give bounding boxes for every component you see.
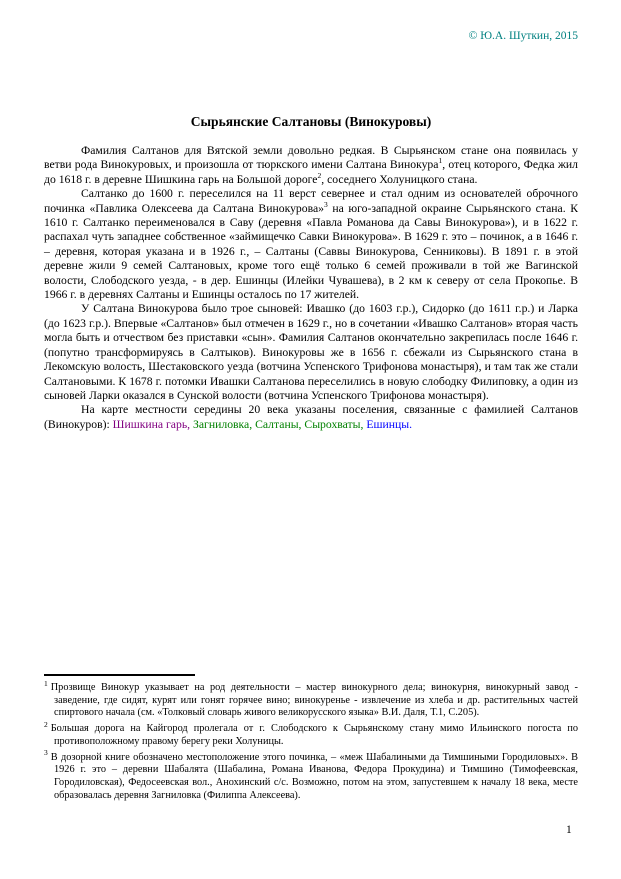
place-name-shishkina-gar: Шишкина гарь, [112, 417, 191, 431]
place-name-zagnilovka: Загниловка, [190, 417, 253, 431]
paragraph-saltanko-history [44, 187, 578, 302]
footnote-3-marker: 3 [44, 748, 48, 758]
footnotes-section [44, 674, 578, 805]
footnote-ref-2: 2 [317, 170, 322, 180]
footnote-separator [44, 674, 195, 676]
text-segment: на юго-западной окраине Сырьянского стана. К 1610 г. Салтанко переименовался в Саву (деревня «Павла Романова да Савы Винокурова»), и в 1622 г. распахал чуть западнее собственное «займищечко Савки Винокурова». В 1629 г. это – починок, а в 1646 г. – деревня, которая указана и в 1926 г., – Салтаны (Саввы Винокурова, Сенниковы). В 1891 г. в этой деревне жили 9 семей Салтановых, кроме того ещё только 6 семей проживали в той же Вагинской волости, Слободского уезда, - в дер. Ешинцы (Илейки Чувашева), в 2 км к северу от села Прокопье. В 1966 г. в деревнях Салтаны и Ешинцы осталось по 17 жителей. [44, 201, 578, 302]
text-segment: Фамилия Салтанов для Вятской земли довольно редкая. В Сырьянском стане она появилась у ветви рода Винокуровых, и произошла от тюркского имени Салтана Винокура [44, 144, 578, 172]
paragraph-family-origin [44, 144, 578, 187]
footnote-2 [44, 719, 578, 748]
footnote-3-text: В дозорной книге обозначено местоположение этого починка, – «меж Шабалиными да Тимшиными Городиловых». В 1926 г. это – деревни Шабалята (Шабалина, Романа Иванова, Федора Прокудина) и Тимшино (Тимофеевская, Городиловская), Федосеевская вол., Анохинский с/с. Возможно, потом на этом, запустевшем к началу 18 века, месте образовалась деревня Загниловка (Филиппа Алексеева). [50, 751, 578, 801]
paragraph-map-settlements [44, 403, 578, 432]
copyright-notice: © Ю.А. Шуткин, 2015 [468, 30, 578, 42]
place-name-eshintsy: Ешинцы. [363, 417, 413, 431]
footnote-2-text: Большая дорога на Кайгород пролегала от г. Слободского к Сырьянскому стану мимо Ильинского погоста по противоположному правому берегу реки Холуницы. [50, 723, 578, 747]
place-name-saltany: Салтаны, [252, 417, 302, 431]
document-body [44, 144, 578, 432]
text-segment: , отец которого, Федка жил до 1618 г. в деревне Шишкина гарь на Большой дороге [44, 158, 578, 186]
text-segment: , соседнего Холуницкого стана. [321, 172, 478, 186]
footnote-3 [44, 748, 578, 803]
footnote-1-marker: 1 [44, 678, 48, 688]
footnote-1-text: Прозвище Винокур указывает на род деятельности – мастер винокурного дела; винокурня, винокурный завод - заведение, где сидят, курят или гонят горячее вино; винокуренье - извлечение из хлеба и др. растительных частей спиртового начала (см. «Толковый словарь живого великорусского языка» В.И. Даля, Т.1, С.205). [50, 682, 578, 719]
paragraph-sons-surname [44, 302, 578, 403]
text-segment: Салтанко до 1600 г. переселился на 11 верст севернее и стал одним из основателей оброчного починка «Павлика Олексеева да Салтана Винокурова» [44, 187, 578, 215]
footnote-1 [44, 678, 578, 720]
document-content [44, 0, 578, 432]
footnote-2-marker: 2 [44, 719, 48, 729]
document-title: Сырьянские Салтановы (Винокуровы) [190, 114, 432, 129]
text-segment: У Салтана Винокурова было трое сыновей: Ивашко (до 1603 г.р.), Сидорко (до 1611 г.р.) и Ларка (до 1623 г.р.). Впервые «Салтанов» был отмечен в 1629 г., но в сочетании «Ивашко Салтанов» вторая часть могла быть и отчеством без приставки «сын». Фамилия Салтанов окончательно закрепилась после 1646 г. (попутно трансформируясь в Салтыков). Винокуровы же в 1656 г. сбежали из Сырьянского стана в Лекомскую волость, Шестаковского уезда (вотчина Успенского Трифонова монастыря), и там так же стали Салтановыми. К 1678 г. потомки Ивашки Салтанова переселились в новую слободку Филиповку, а один из сыновей Ларки оказался в Сунской волости (вотчина Успенского Трифонова монастыря). [44, 302, 578, 402]
footnote-ref-3: 3 [324, 199, 328, 209]
text-segment: На карте местности середины 20 века указаны поселения, связанные с фамилией Салтанов (Винокуров): [44, 403, 578, 431]
footnote-ref-1: 1 [438, 156, 443, 166]
page-number: 1 [566, 824, 572, 836]
place-name-syrokhvaty: Сырохваты, [301, 417, 364, 431]
